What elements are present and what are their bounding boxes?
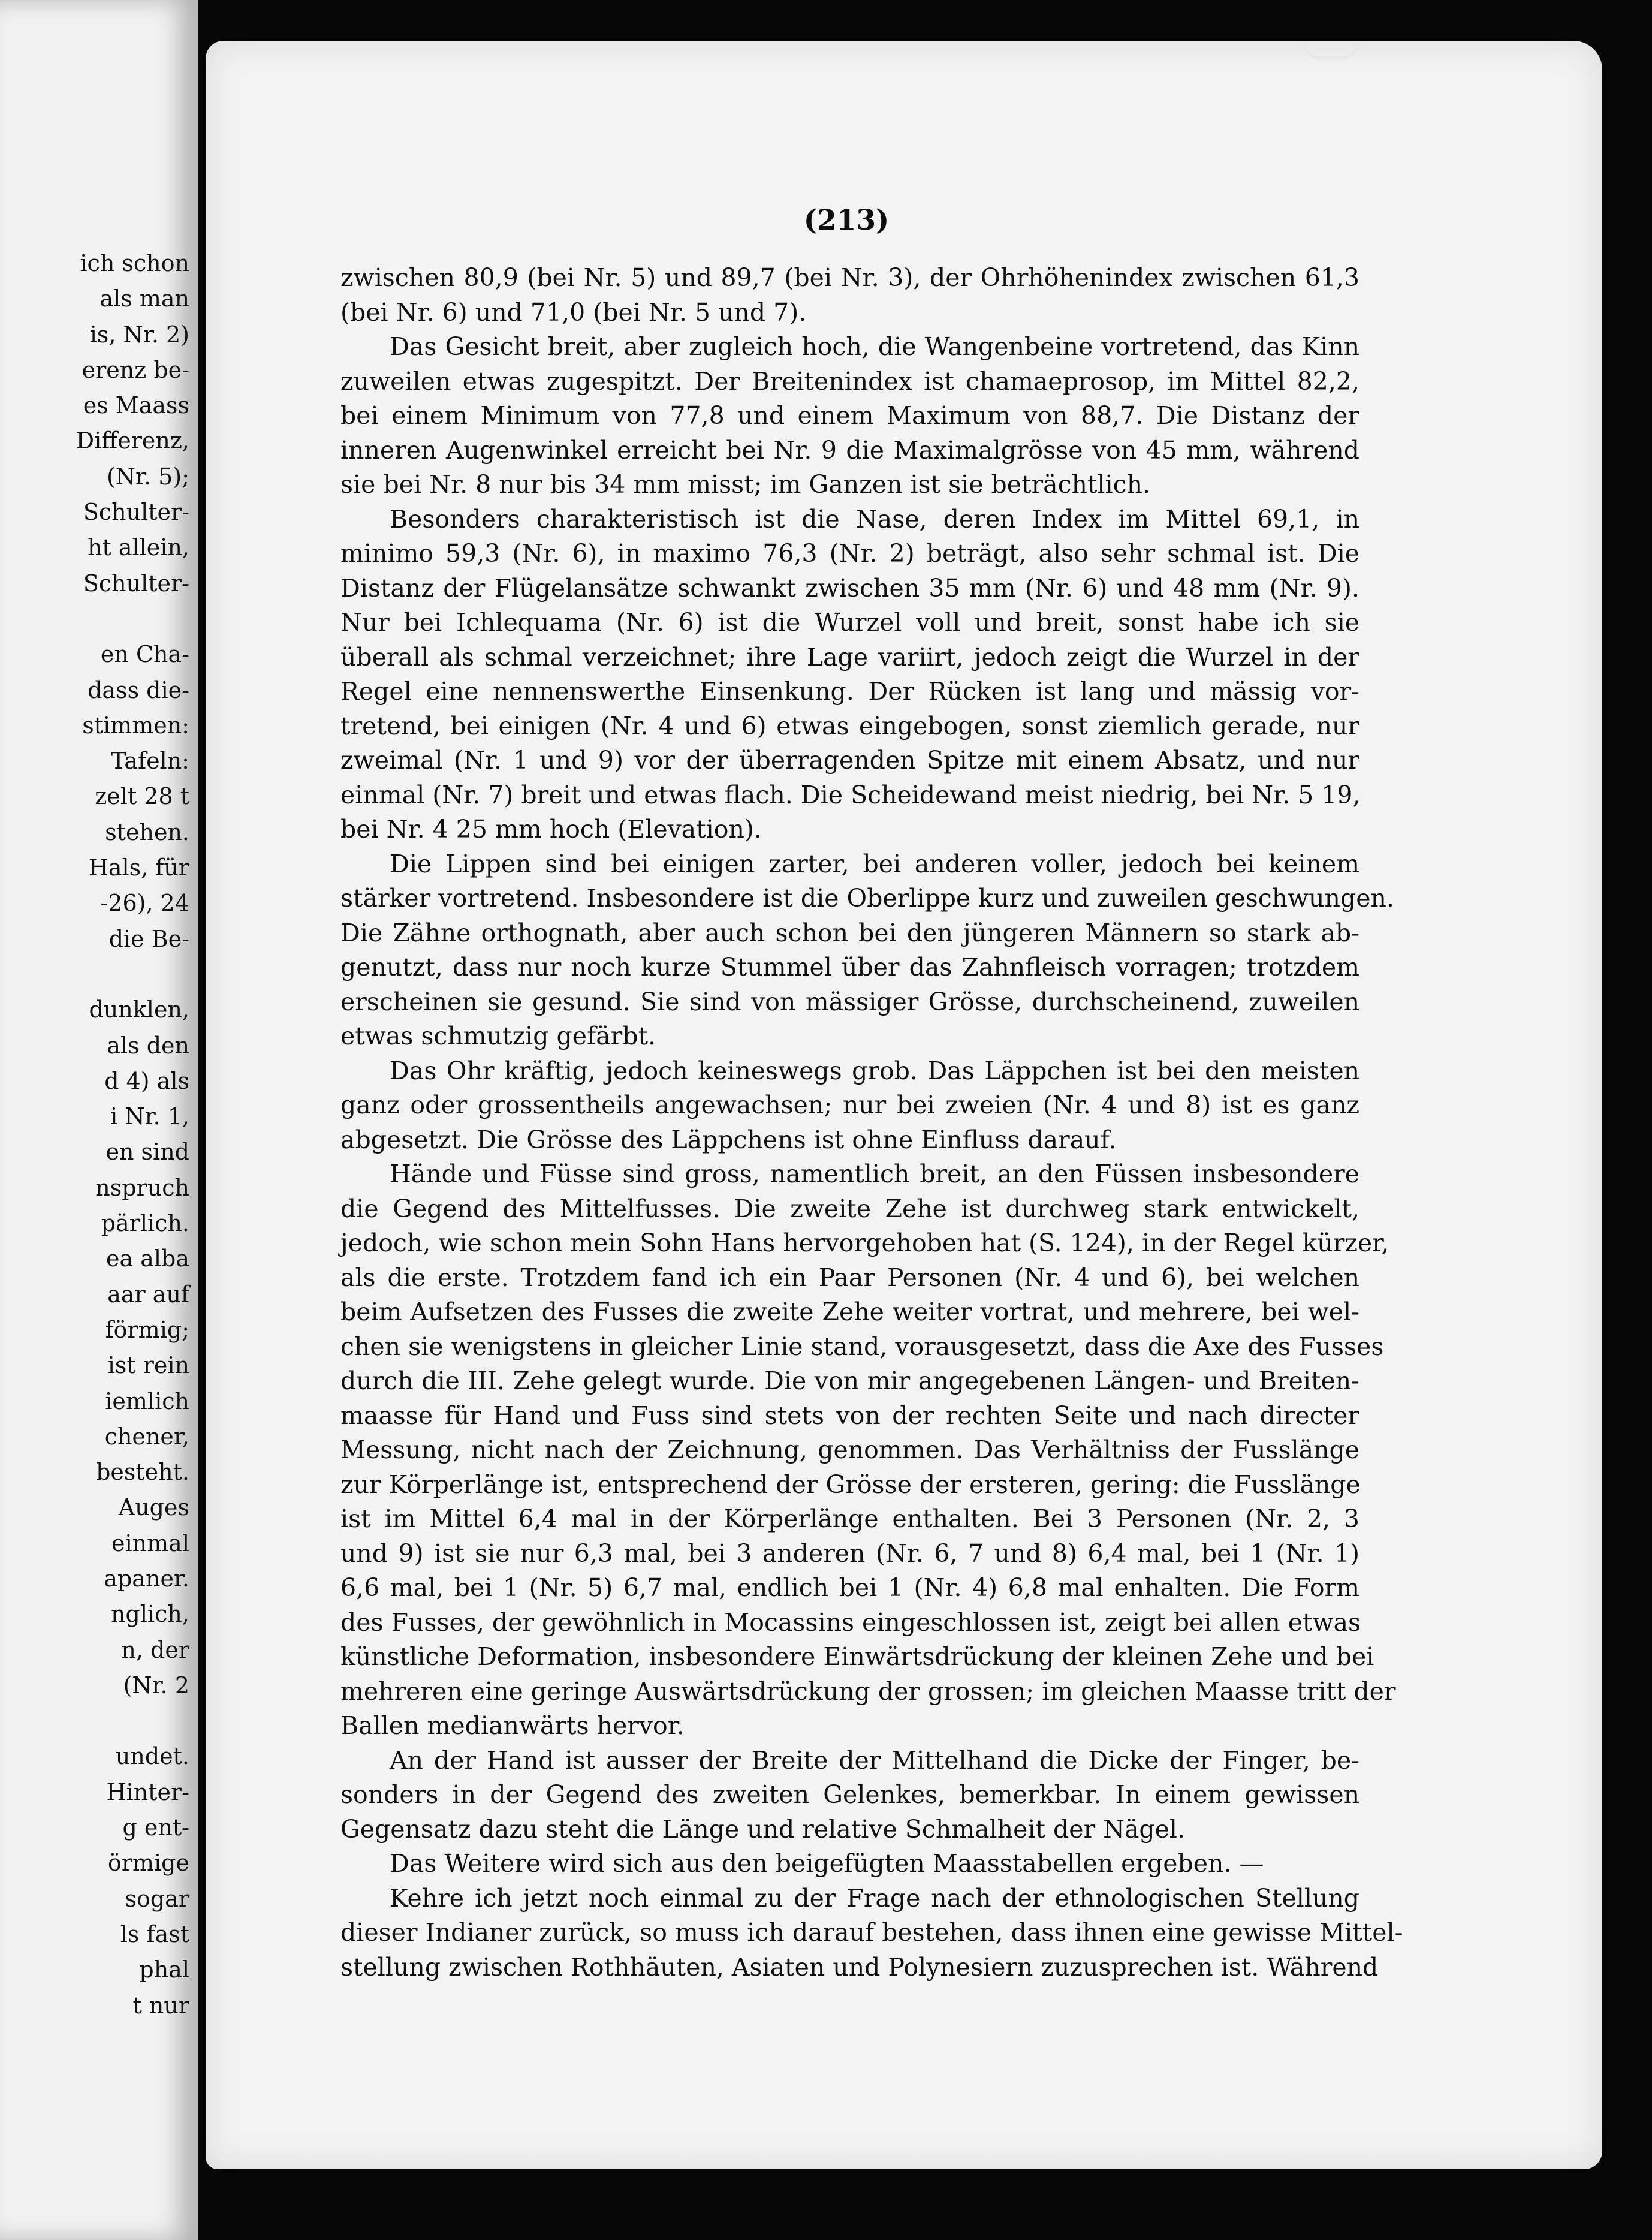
text-line: abgesetzt. Die Grösse des Läppchens ist ohne Einfluss darauf.: [340, 1125, 1117, 1154]
left-fragment-line: [0, 601, 189, 637]
text-line: sie bei Nr. 8 nur bis 34 mm misst; im Ganzen ist sie beträchtlich.: [340, 470, 1151, 499]
text-line: ist im Mittel 6,4 mal in der Körperlänge enthalten. Bei 3 Personen (Nr. 2, 3: [340, 1504, 1359, 1533]
left-page-text: [0, 246, 189, 2024]
text-line: mehreren eine geringe Auswärtsdrückung der grossen; im gleichen Maasse tritt der: [340, 1676, 1396, 1706]
left-fragment-line: apaner.: [104, 1565, 189, 1592]
left-fragment-line: besteht.: [96, 1459, 189, 1486]
text-line: erscheinen sie gesund. Sie sind von mässiger Grösse, durchscheinend, zuweilen: [340, 987, 1359, 1016]
left-fragment-line: förmig;: [105, 1316, 189, 1343]
left-fragment-line: Schulter-: [83, 570, 189, 597]
text-line: einmal (Nr. 7) breit und etwas flach. Die Scheidewand meist niedrig, bei Nr. 5 19,: [340, 780, 1361, 809]
text-line: An der Hand ist ausser der Breite der Mittelhand die Dicke der Finger, be-: [390, 1745, 1359, 1775]
left-fragment-line: is, Nr. 2): [89, 321, 189, 348]
text-line: des Fusses, der gewöhnlich in Mocassins eingeschlossen ist, zeigt bei allen etwas: [340, 1607, 1361, 1637]
text-line: Das Weitere wird sich aus den beigefügten Maasstabellen ergeben. —: [390, 1849, 1264, 1878]
body-text: [340, 261, 1403, 1985]
text-line: Die Zähne orthognath, aber auch schon bei den jüngeren Männern so stark ab-: [340, 918, 1359, 947]
left-fragment-line: zelt 28 t: [95, 783, 189, 810]
text-line: Messung, nicht nach der Zeichnung, genommen. Das Verhältniss der Fusslänge: [340, 1435, 1359, 1464]
text-line: und 9) ist sie nur 6,3 mal, bei 3 anderen (Nr. 6, 7 und 8) 6,4 mal, bei 1 (Nr. 1): [340, 1539, 1359, 1568]
text-line: künstliche Deformation, insbesondere Einwärtsdrückung der kleinen Zehe und bei: [340, 1642, 1374, 1671]
left-fragment-line: Schulter-: [83, 499, 189, 526]
page-number: (213): [803, 204, 890, 237]
left-fragment-line: erenz be-: [82, 356, 189, 383]
left-fragment-line: als den: [107, 1032, 189, 1059]
text-line: Ballen medianwärts hervor.: [340, 1711, 685, 1740]
left-fragment-line: pärlich.: [101, 1210, 189, 1237]
left-fragment-line: sogar: [125, 1885, 189, 1912]
text-line: als die erste. Trotzdem fand ich ein Paar Personen (Nr. 4 und 6), bei welchen: [340, 1263, 1359, 1292]
left-fragment-line: als man: [100, 285, 189, 312]
left-fragment-line: (Nr. 2: [123, 1672, 189, 1699]
page-mark: [1301, 41, 1360, 60]
text-line: zwischen 80,9 (bei Nr. 5) und 89,7 (bei Nr. 3), der Ohrhöhenindex zwischen 61,3: [340, 263, 1359, 292]
left-fragment-line: Hinter-: [106, 1778, 189, 1805]
text-line: chen sie wenigstens in gleicher Linie stand, vorausgesetzt, dass die Axe des Fusses: [340, 1332, 1384, 1361]
left-fragment-line: ht allein,: [88, 534, 189, 561]
text-line: Die Lippen sind bei einigen zarter, bei anderen voller, jedoch bei keinem: [390, 849, 1359, 878]
text-line: Besonders charakteristisch ist die Nase, deren Index im Mittel 69,1, in: [390, 504, 1359, 534]
text-line: Das Gesicht breit, aber zugleich hoch, die Wangenbeine vortretend, das Kinn: [390, 332, 1359, 361]
left-fragment-line: undet.: [115, 1743, 189, 1770]
text-line: 6,6 mal, bei 1 (Nr. 5) 6,7 mal, endlich bei 1 (Nr. 4) 6,8 mal enhalten. Die Form: [340, 1573, 1359, 1602]
text-line: Distanz der Flügelansätze schwankt zwischen 35 mm (Nr. 6) und 48 mm (Nr. 9).: [340, 573, 1359, 603]
left-fragment-line: dunklen,: [89, 996, 189, 1023]
left-fragment-line: d 4) als: [104, 1067, 189, 1094]
left-fragment-line: dass die-: [88, 676, 189, 703]
left-fragment-line: (Nr. 5);: [106, 463, 189, 490]
text-line: dieser Indianer zurück, so muss ich darauf bestehen, dass ihnen eine gewisse Mittel-: [340, 1918, 1403, 1947]
left-fragment-line: es Maass: [83, 392, 189, 419]
text-line: maasse für Hand und Fuss sind stets von der rechten Seite und nach directer: [340, 1401, 1359, 1430]
left-fragment-line: t nur: [132, 1992, 189, 2019]
text-line: genutzt, dass nur noch kurze Stummel über das Zahnfleisch vorragen; trotzdem: [340, 953, 1359, 981]
left-fragment-line: aar auf: [107, 1281, 189, 1308]
text-line: inneren Augenwinkel erreicht bei Nr. 9 die Maximalgrösse von 45 mm, während: [340, 435, 1359, 465]
left-fragment-line: i Nr. 1,: [110, 1103, 189, 1130]
text-line: minimo 59,3 (Nr. 6), in maximo 76,3 (Nr. 2) beträgt, also sehr schmal ist. Die: [340, 539, 1359, 568]
text-line: Hände und Füsse sind gross, namentlich breit, an den Füssen insbesondere: [390, 1160, 1359, 1188]
text-line: die Gegend des Mittelfusses. Die zweite Zehe ist durchweg stark entwickelt,: [340, 1194, 1359, 1223]
left-fragment-line: ist rein: [107, 1352, 189, 1379]
left-fragment-line: örmige: [107, 1850, 189, 1877]
left-fragment-line: ls fast: [120, 1920, 189, 1947]
text-line: beim Aufsetzen des Fusses die zweite Zehe weiter vortrat, und mehrere, bei wel-: [340, 1297, 1359, 1326]
left-fragment-line: ea alba: [105, 1245, 189, 1272]
text-line: zweimal (Nr. 1 und 9) vor der überragenden Spitze mit einem Absatz, und nur: [340, 746, 1359, 775]
left-fragment-line: [0, 1703, 189, 1739]
left-fragment-line: en sind: [105, 1139, 189, 1166]
text-line: durch die III. Zehe gelegt wurde. Die von mir angegebenen Längen- und Breiten-: [340, 1366, 1359, 1395]
left-fragment-line: en Cha-: [100, 641, 189, 668]
text-line: etwas schmutzig gefärbt.: [340, 1022, 656, 1050]
left-fragment-line: iemlich: [105, 1387, 189, 1414]
left-fragment-line: chener,: [104, 1423, 189, 1450]
left-fragment-line: Auges: [118, 1494, 189, 1521]
text-line: Regel eine nennenswerthe Einsenkung. Der Rücken ist lang und mässig vor-: [340, 677, 1359, 706]
left-fragment-line: n, der: [121, 1636, 189, 1663]
left-fragment-line: [0, 957, 189, 992]
text-line: Das Ohr kräftig, jedoch keineswegs grob. Das Läppchen ist bei den meisten: [390, 1056, 1359, 1085]
text-line: stellung zwischen Rothhäuten, Asiaten und Polynesiern zuzusprechen ist. Während: [340, 1952, 1379, 1982]
text-line: tretend, bei einigen (Nr. 4 und 6) etwas eingebogen, sonst ziemlich gerade, nur: [340, 711, 1359, 740]
left-fragment-line: einmal: [111, 1530, 189, 1556]
text-line: zuweilen etwas zugespitzt. Der Breitenindex ist chamaeprosop, im Mittel 82,2,: [340, 366, 1359, 396]
left-fragment-line: g ent-: [122, 1814, 189, 1841]
left-fragment-line: nspruch: [95, 1174, 189, 1201]
text-line: bei Nr. 4 25 mm hoch (Elevation).: [340, 815, 762, 844]
left-fragment-line: phal: [139, 1956, 189, 1983]
text-line: zur Körperlänge ist, entsprechend der Grösse der ersteren, gering: die Fusslänge: [340, 1470, 1361, 1499]
left-fragment-line: -26), 24: [100, 890, 189, 917]
text-line: Gegensatz dazu steht die Länge und relative Schmalheit der Nägel.: [340, 1814, 1186, 1844]
left-fragment-line: Tafeln:: [110, 748, 189, 775]
text-line: bei einem Minimum von 77,8 und einem Maximum von 88,7. Die Distanz der: [340, 401, 1359, 430]
text-line: Kehre ich jetzt noch einmal zu der Frage nach der ethnologischen Stellung: [390, 1883, 1359, 1913]
left-fragment-line: stimmen:: [82, 712, 189, 739]
text-line: stärker vortretend. Insbesondere ist die Oberlippe kurz und zuweilen geschwungen.: [340, 884, 1394, 913]
left-fragment-line: nglich,: [111, 1601, 189, 1628]
text-line: sonders in der Gegend des zweiten Gelenkes, bemerkbar. In einem gewissen: [340, 1780, 1359, 1809]
left-fragment-line: Hals, für: [88, 854, 189, 881]
text-line: (bei Nr. 6) und 71,0 (bei Nr. 5 und 7).: [340, 297, 807, 327]
left-fragment-line: die Be-: [108, 925, 189, 952]
left-fragment-line: ich schon: [80, 250, 189, 276]
text-line: jedoch, wie schon mein Sohn Hans hervorgehoben hat (S. 124), in der Regel kürzer,: [340, 1229, 1389, 1257]
text-line: überall als schmal verzeichnet; ihre Lage variirt, jedoch zeigt die Wurzel in der: [340, 642, 1359, 672]
text-line: Nur bei Ichlequama (Nr. 6) ist die Wurzel voll und breit, sonst habe ich sie: [340, 608, 1359, 637]
left-fragment-line: stehen.: [105, 818, 189, 845]
text-line: ganz oder grossentheils angewachsen; nur bei zweien (Nr. 4 und 8) ist es ganz: [340, 1091, 1359, 1119]
left-fragment-line: Differenz,: [76, 427, 189, 454]
left-page-edge: [0, 0, 198, 2240]
